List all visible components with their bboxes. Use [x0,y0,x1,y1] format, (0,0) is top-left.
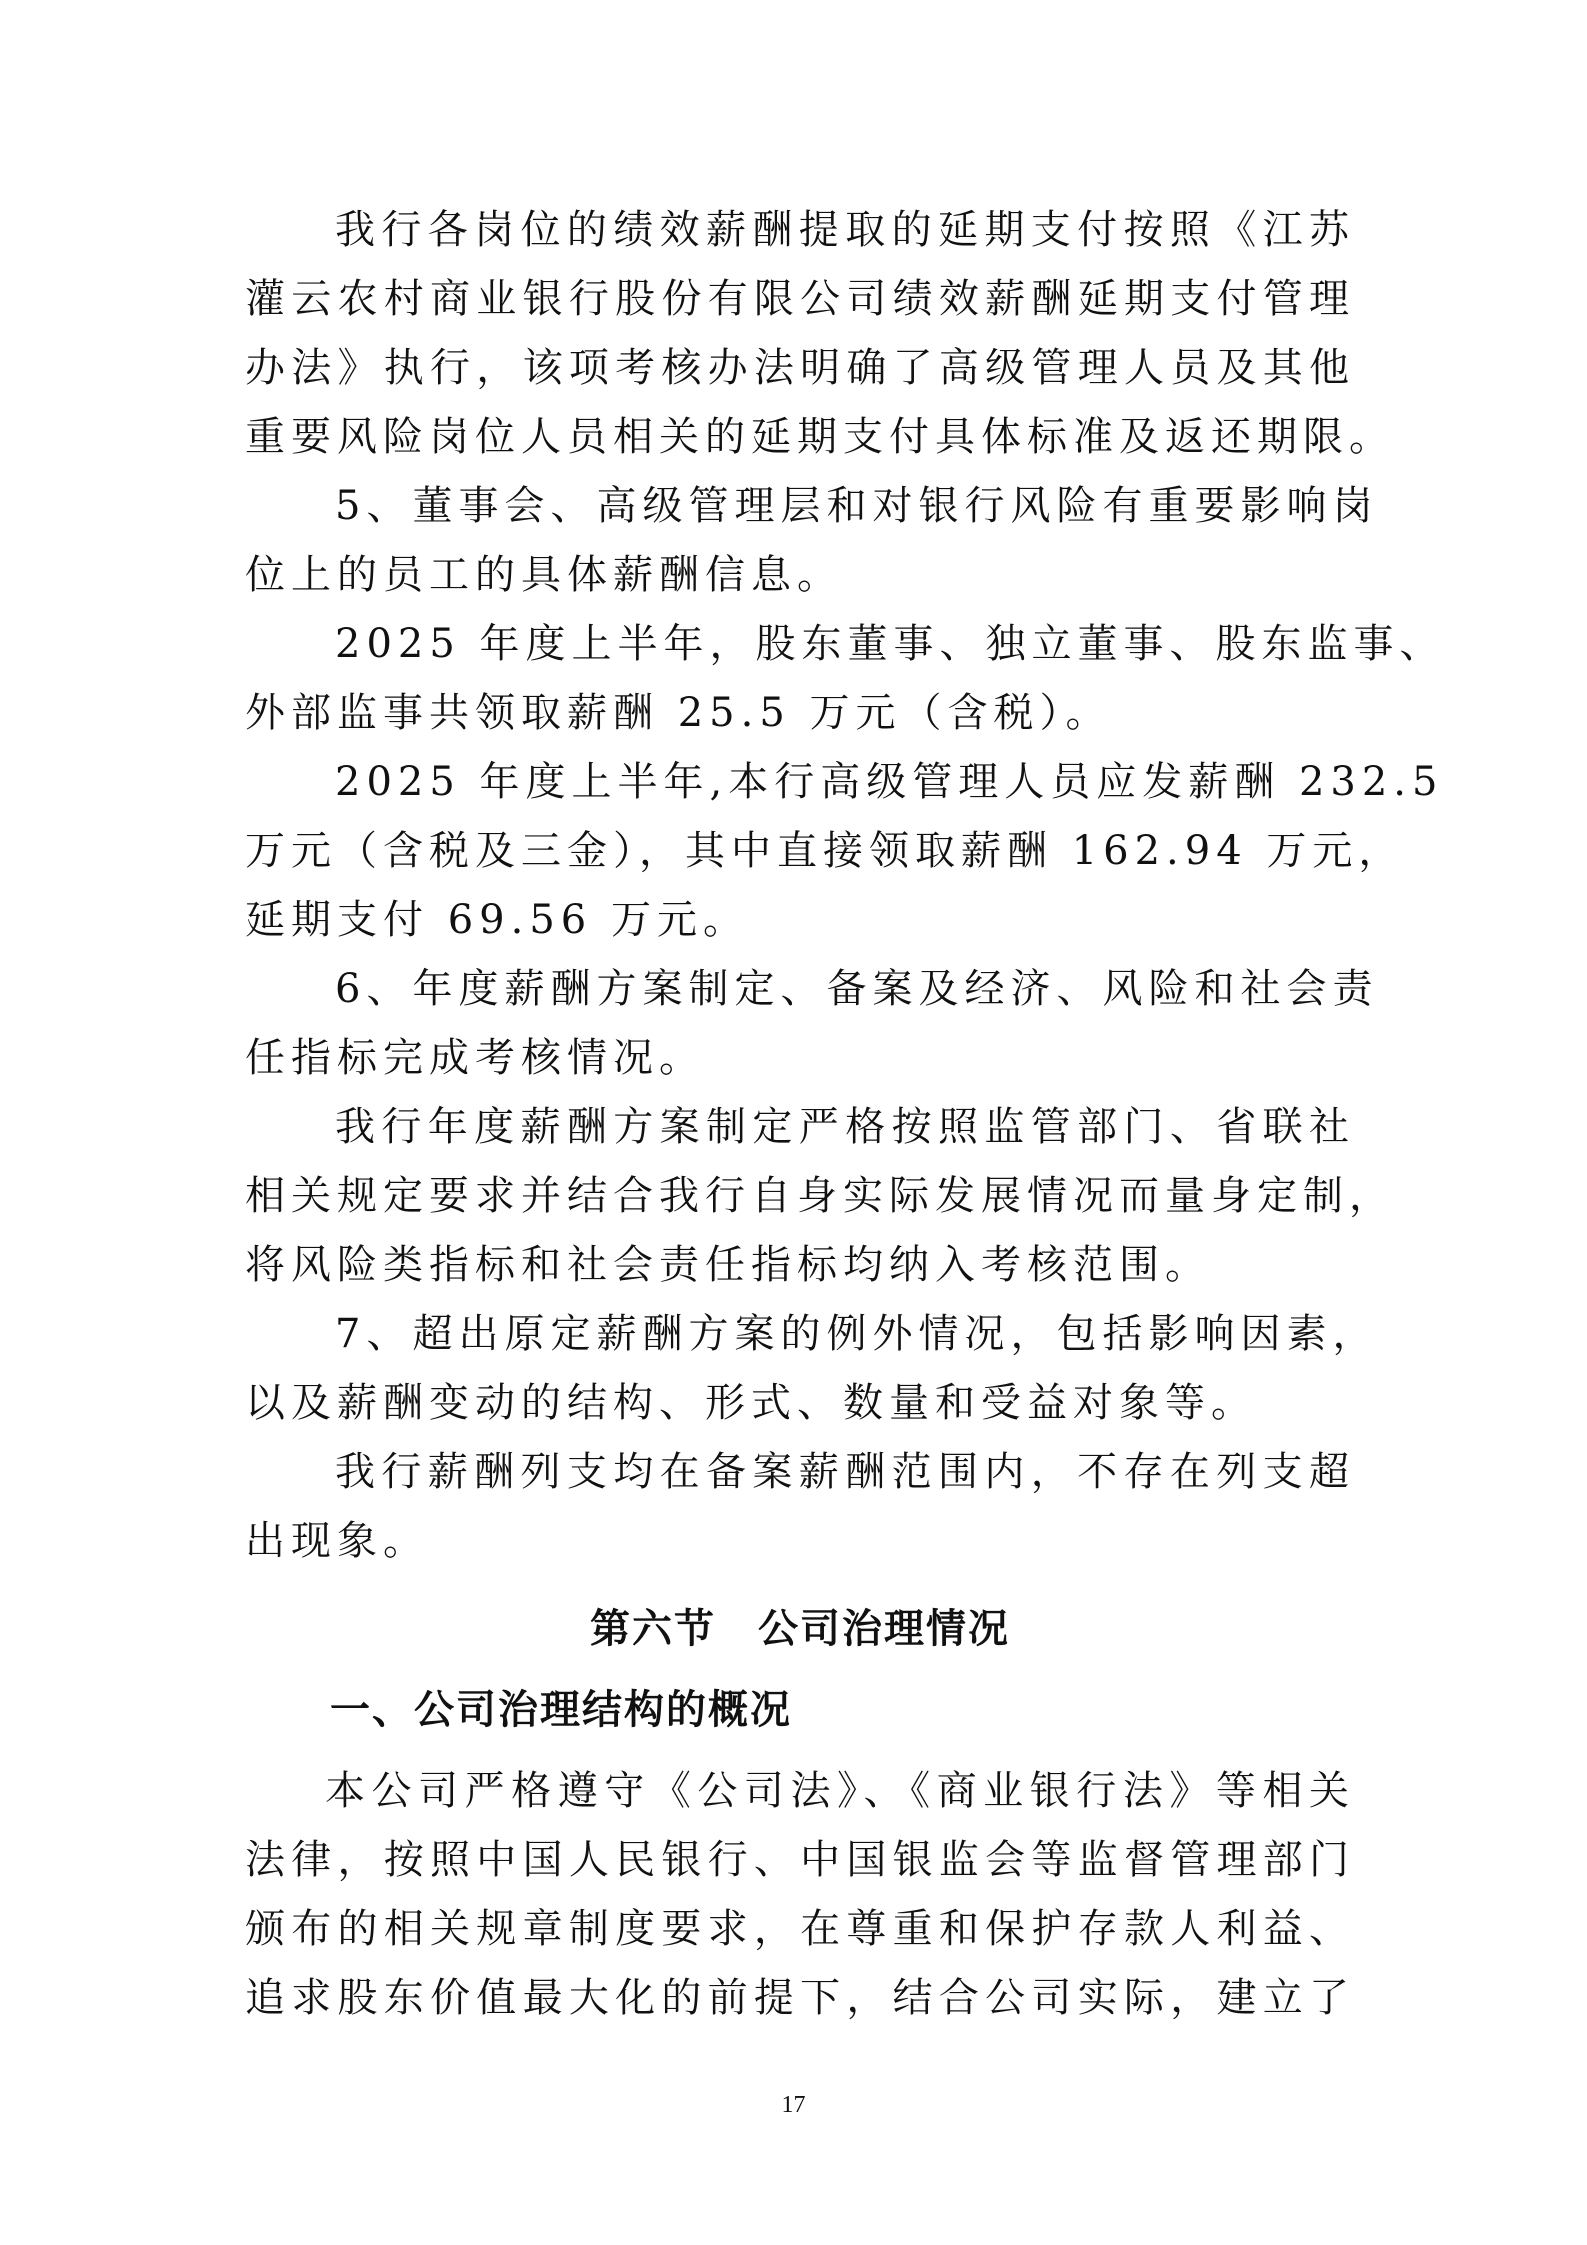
body-line-3: 办法》执行，该项考核办法明确了高级管理人员及其他 [245,345,1355,391]
body-line-1: 我行各岗位的绩效薪酬提取的延期支付按照《江苏 [335,207,1355,253]
after-line-2: 法律，按照中国人民银行、中国银监会等监督管理部门 [245,1837,1355,1883]
after-line-3: 颁布的相关规章制度要求，在尊重和保护存款人利益、 [245,1906,1355,1952]
subsection-title: 一、公司治理结构的概况 [330,1686,792,1733]
body-line-5: 5、董事会、高级管理层和对银行风险有重要影响岗 [335,483,1379,529]
body-line-15: 相关规定要求并结合我行自身实际发展情况而量身定制， [245,1173,1395,1219]
body-line-19: 我行薪酬列支均在备案薪酬范围内，不存在列支超 [335,1449,1355,1495]
body-line-12: 6、年度薪酬方案制定、备案及经济、风险和社会责 [335,966,1379,1012]
body-line-13: 任指标完成考核情况。 [245,1035,705,1081]
body-line-16: 将风险类指标和社会责任指标均纳入考核范围。 [245,1242,1211,1288]
body-line-18: 以及薪酬变动的结构、形式、数量和受益对象等。 [245,1380,1257,1426]
body-line-4: 重要风险岗位人员相关的延期支付具体标准及返还期限。 [245,414,1395,460]
body-line-9: 2025 年度上半年,本行高级管理人员应发薪酬 232.5 [335,759,1444,805]
after-line-4: 追求股东价值最大化的前提下，结合公司实际，建立了 [245,1975,1355,2021]
body-line-20: 出现象。 [245,1518,429,1564]
body-line-14: 我行年度薪酬方案制定严格按照监管部门、省联社 [335,1104,1355,1150]
body-line-17: 7、超出原定薪酬方案的例外情况，包括影响因素， [335,1311,1379,1357]
body-line-10: 万元（含税及三金），其中直接领取薪酬 162.94 万元， [245,828,1405,874]
body-line-11: 延期支付 69.56 万元。 [245,897,749,943]
body-line-2: 灌云农村商业银行股份有限公司绩效薪酬延期支付管理 [245,276,1355,322]
after-line-1: 本公司严格遵守《公司法》、《商业银行法》等相关 [325,1768,1355,1814]
body-line-6: 位上的员工的具体薪酬信息。 [245,552,843,598]
body-line-7: 2025 年度上半年，股东董事、独立董事、股东监事、 [335,621,1446,667]
section-title: 第六节 公司治理情况 [590,1605,1010,1652]
body-line-8: 外部监事共领取薪酬 25.5 万元（含税）。 [245,690,1112,736]
page-number: 17 [781,2092,806,2118]
